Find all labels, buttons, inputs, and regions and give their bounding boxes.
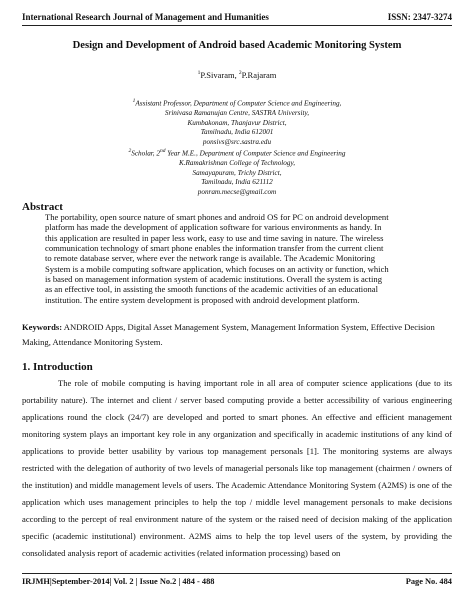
introduction-heading: 1. Introduction <box>22 361 93 373</box>
abstract-heading: Abstract <box>22 201 63 213</box>
abstract-line: platform has made the development of application software for various environments as handy. In <box>45 222 382 233</box>
keywords <box>22 320 452 349</box>
affiliation-email: ponsivs@src.sastra.edu <box>202 137 272 146</box>
affiliation-1 <box>22 97 452 147</box>
abstract-line: this application are resulted in paper less work, easy to use and time saving in nature. The wireless <box>45 232 384 243</box>
author-1-superscript: 1 <box>197 70 201 77</box>
affiliation-line: Tamilnadu, India 621112 <box>201 178 273 187</box>
footer-divider <box>22 573 452 574</box>
author-list <box>22 70 452 80</box>
abstract-line: to remote database server, where ever the network range is available. The Academic Monitoring <box>45 253 375 264</box>
introduction-body: The role of mobile computing is having important role in all area of computer science applications (due to its portability nature). The internet and client / server based computing provide a better accessibility of various engineering applications round the clock (24/7) are developed and ported to smart phones. An effective and efficient management monitoring system plays an important key role in any organization and specifically in academic institutions of any kind of applications to provide better usability by various top management personals [1]. The monitoring systems are always restricted with the delegation of authority of two levels of managerial personals like top management (chairmen / owners of the institution) and middle management levels of users. The Academic Attendance Monitoring System (A2MS) is one of the application which uses management principles to help the top / middle level management personals to make decisions according to the percept of real environment nature of the system or the raised need of decision making of the application specific (academic institutional) environment. A2MS aims to help the top level users of the system, by providing the consolidated analysis report of academic activities (related information processing) based on <box>22 378 452 558</box>
keywords-label: Keywords: <box>22 322 63 332</box>
affiliation-line: Tamilnadu, India 612001 <box>200 128 274 137</box>
author-2-superscript: 2 <box>238 70 242 77</box>
affiliation-line: Kumbakonam, Thanjavur District, <box>187 118 287 127</box>
journal-header <box>22 12 452 24</box>
affiliation-line: Srinivasa Ramanujan Centre, SASTRA University, <box>164 108 310 117</box>
abstract-line: System is a mobile computing software application, which focuses on an activity or function, which <box>45 263 389 274</box>
page-number: Page No. 484 <box>405 577 452 586</box>
affiliation-line: $^2$Scholar, 2nd Year M.E., Department of Computer Science and Engineering <box>128 148 346 158</box>
author-1-name: P.Sivaram, <box>200 70 239 80</box>
author-2-name: P.Rajaram <box>241 70 277 80</box>
abstract-body <box>45 212 449 305</box>
affiliation-line: $^1$Assistant Professor, Department of Computer Science and Engineering, <box>132 98 342 108</box>
journal-issn: ISSN: 2347-3274 <box>387 12 452 22</box>
abstract-line: The portability, open source nature of smart phones and android OS for PC on android development <box>45 212 389 222</box>
header-divider <box>22 25 452 26</box>
affiliation-2-superscript: 2 <box>128 148 132 154</box>
journal-name: International Research Journal of Management and Humanities <box>22 12 269 22</box>
abstract-line: communication technology of smart phone enables the information transfer from the current client <box>45 243 384 254</box>
affiliation-line: K.Ramakrishnan College of Technology, <box>178 158 296 167</box>
footer-citation: IRJMH|September-2014| Vol. 2 | Issue No.2 | 484 - 488 <box>22 577 215 586</box>
affiliation-email: ponram.mecse@gmail.com <box>197 187 277 196</box>
abstract-line: as an effective tool, in assisting the smooth functions of the academic activities of an educational <box>45 284 378 295</box>
affiliation-1-superscript: 1 <box>132 98 136 104</box>
affiliation-line: Samayapuram, Trichy District, <box>192 168 282 177</box>
keywords-text: ANDROID Apps, Digital Asset Management System, Management Information System, Effective Decision Making, Attendance Monitoring System. <box>22 322 435 347</box>
affiliation-2 <box>22 147 452 197</box>
abstract-line: is based on management information system of academic institutions. Overall the system is acting <box>45 274 382 285</box>
paper-title: Design and Development of Android based Academic Monitoring System <box>72 40 402 51</box>
abstract-line: institution. The entire system development is proposed with android development platform. <box>45 294 360 305</box>
journal-footer <box>22 577 452 586</box>
